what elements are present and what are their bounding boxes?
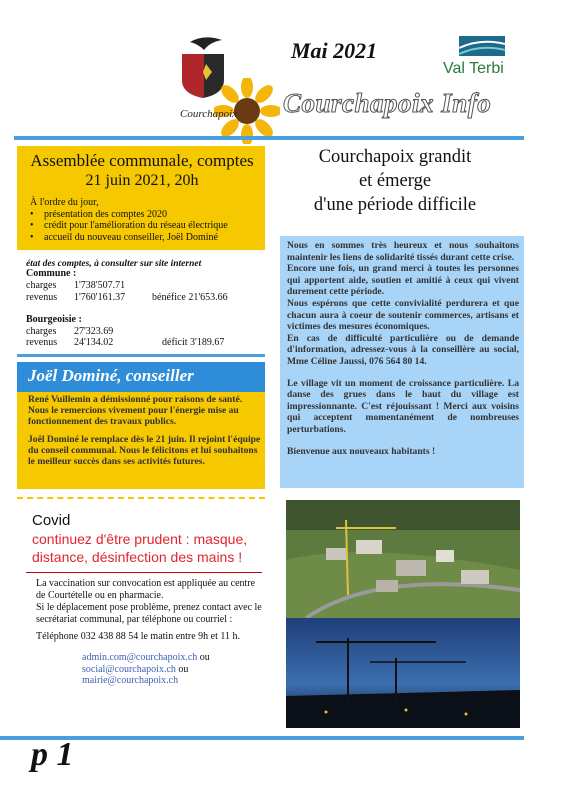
or-word: ou — [178, 663, 189, 675]
accounts-rule — [17, 354, 265, 357]
bourgeoisie-revenus: 24'134.02 — [74, 337, 114, 348]
councillor-text — [28, 394, 264, 473]
email-list — [82, 652, 210, 687]
accounts-note: état des comptes, à consulter sur site internet — [26, 259, 202, 269]
agenda-item: • crédit pour l'amélioration du réseau électrique — [30, 220, 228, 232]
vax-phone: Téléphone 032 438 88 54 le matin entre 9h et 11 h. — [36, 631, 241, 643]
feature-paragraph: En cas de difficulté particulière ou de demande d'information, adressez-vous à la conseillère au social, Mme Céline Jaussi, 076 564 80 14. — [287, 332, 519, 367]
commune-result: bénéfice 21'653.66 — [152, 292, 228, 303]
headline-line: et émerge — [358, 171, 432, 191]
val-terbi-logo-text: Val Terbi — [443, 60, 504, 77]
footer-rule — [0, 736, 524, 740]
vax-paragraph: Si le déplacement pose problème, prenez contact avec le secrétariat communal, par téléphone ou courriel : — [36, 602, 262, 625]
feature-text — [287, 240, 519, 463]
headline-line: d'une période difficile — [313, 195, 477, 215]
page-number: p 1 — [31, 736, 74, 773]
assembly-title: Assemblée communale, comptes — [30, 151, 254, 170]
feature-paragraph: Bienvenue aux nouveaux habitants ! — [287, 445, 436, 457]
feature-paragraph: Encore une fois, un grand merci à toutes les personnes qui apportent aide, soutien et amitié à ceux qui vivent durement cette période. — [287, 263, 519, 298]
village-aerial-photo — [286, 500, 520, 618]
commune-revenus-label: revenus — [26, 292, 58, 303]
agenda-item: • présentation des comptes 2020 — [30, 209, 228, 221]
bourgeoisie-charges-label: charges — [26, 326, 57, 337]
vax-paragraph: La vaccination sur convocation est appliquée au centre de Courtételle ou en pharmacie. — [36, 578, 256, 601]
councillor-paragraph: René Vuillemin a démissionné pour raisons de santé. Nous le remercions vivement pour l'énergie mise au fonctionnement des travaux publics. — [28, 394, 243, 428]
councillor-title: Joël Dominé, conseiller — [28, 366, 194, 385]
covid-divider — [26, 572, 262, 573]
headline-line: Courchapoix grandit — [318, 147, 472, 167]
masthead-title: Courchapoix Info — [283, 88, 492, 118]
feature-headline — [290, 145, 500, 217]
feature-paragraph: Nous en sommes très heureux et nous souhaitons maintenir les liens de solidarité tissés durant cette crise. — [287, 240, 519, 263]
bourgeoisie-revenus-label: revenus — [26, 337, 58, 348]
agenda-intro: À l'ordre du jour, — [30, 197, 99, 208]
feature-paragraph: Nous espérons que cette convivialité perdurera et que chacun aura à coeur de soutenir commerces, artisans et victimes des mesures économiques. — [287, 297, 519, 333]
commune-charges: 1'738'507.71 — [74, 280, 126, 291]
email-link-admin[interactable]: admin.com@courchapoix.ch — [82, 652, 198, 663]
email-link-social[interactable]: social@courchapoix.ch — [82, 663, 176, 675]
issue-date: Mai 2021 — [291, 38, 378, 63]
assembly-date: 21 juin 2021, 20h — [85, 172, 199, 189]
crest-caption: Courchapoix — [180, 108, 238, 120]
commune-charges-label: charges — [26, 280, 57, 291]
agenda — [30, 197, 228, 243]
section-divider — [17, 497, 265, 499]
covid-warning: continuez d'être prudent : masque, distance, désinfection des mains ! — [32, 531, 248, 565]
covid-title: Covid — [32, 512, 71, 529]
bourgeoisie-charges: 27'323.69 — [74, 326, 114, 337]
bourgeoisie-label: Bourgeoisie : — [26, 314, 82, 325]
commune-revenus: 1'760'161.37 — [74, 292, 126, 303]
bourgeoisie-result: déficit 3'189.67 — [162, 337, 225, 348]
commune-label: Commune : — [26, 268, 77, 279]
agenda-item: • accueil du nouveau conseiller, Joël Dominé — [30, 232, 228, 244]
vaccination-info — [36, 578, 262, 644]
header-rule — [14, 136, 524, 140]
or-word: ou — [199, 652, 210, 663]
cranes-night-photo — [286, 618, 520, 728]
feature-paragraph: Le village vit un moment de croissance particulière. La danse des grues dans le haut du village est impressionnante. C'est réjouissant ! Merci aux voisins qui acceptent momentanément de nombreuses perturbations. — [287, 377, 519, 435]
email-link-mairie[interactable]: mairie@courchapoix.ch — [82, 675, 179, 687]
councillor-paragraph: Joël Dominé le remplace dès le 21 juin. Il rejoint l'équipe du conseil communal. Nous le félicitons et lui souhaitons le meilleur succès dans ses activités futures. — [28, 433, 261, 468]
